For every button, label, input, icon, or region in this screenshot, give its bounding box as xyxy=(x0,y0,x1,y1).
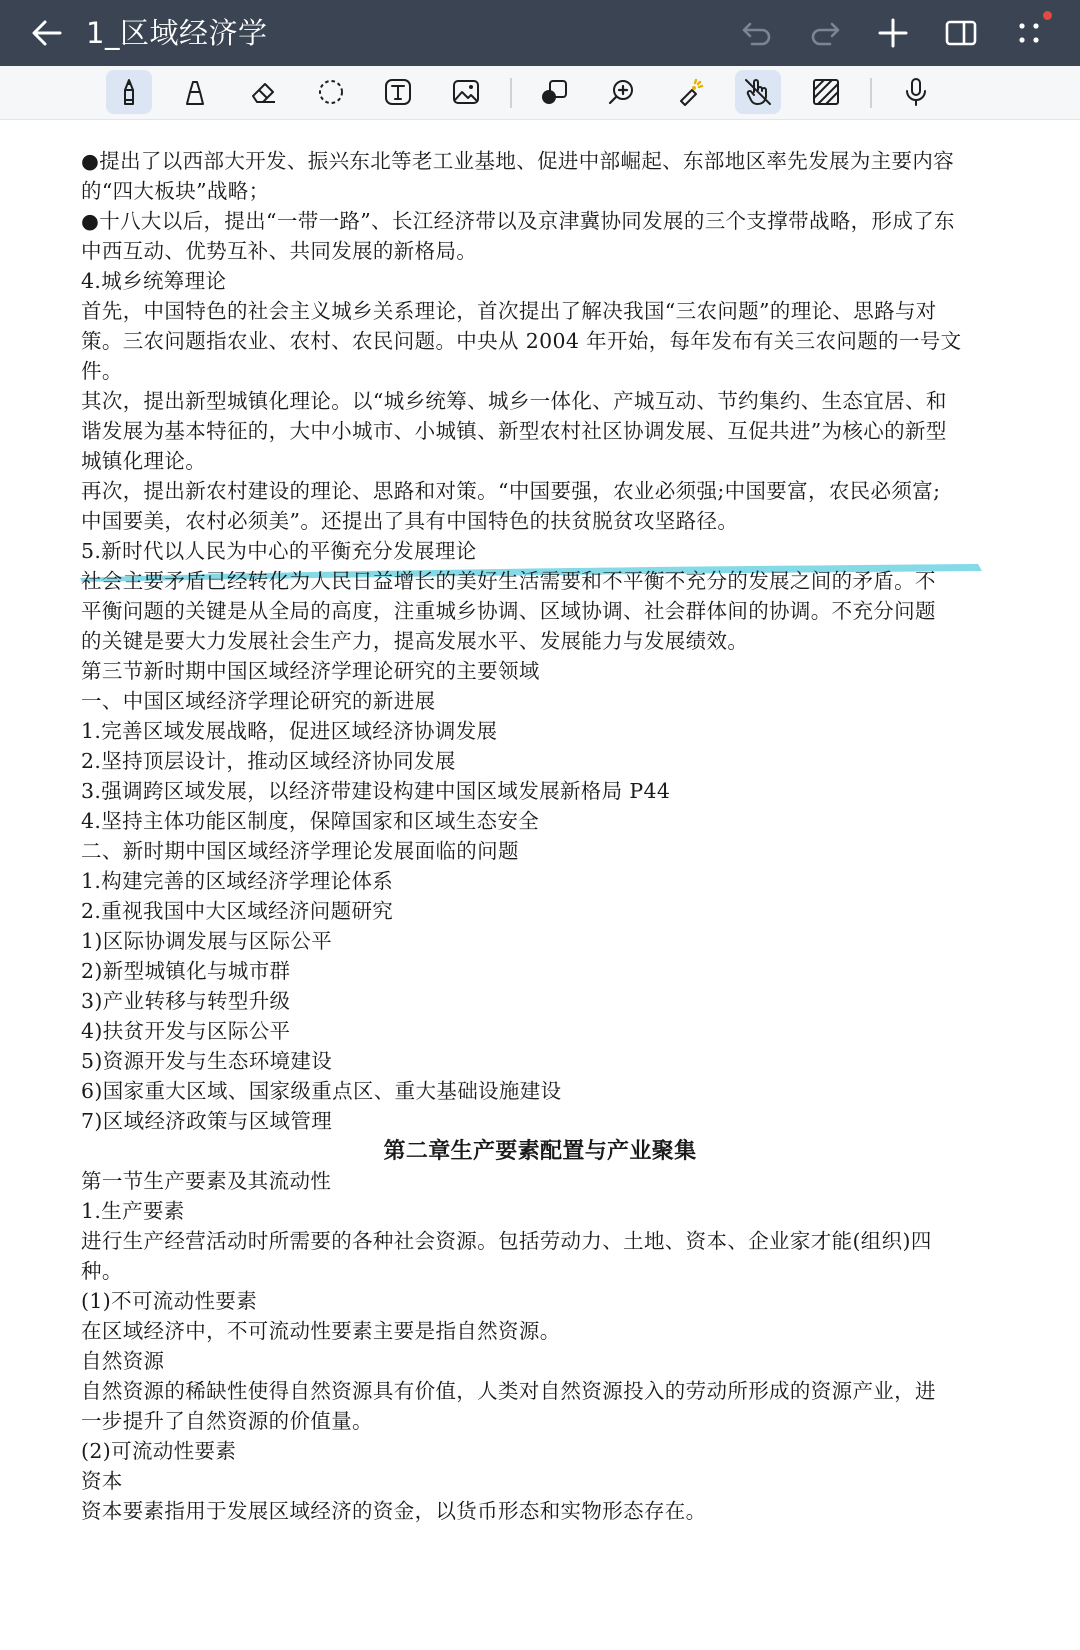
text-line: 的“四大板块”战略； xyxy=(81,179,270,203)
list-item: 6)国家重大区域、国家级重点区、重大基础设施建设 xyxy=(81,1079,562,1103)
pen-icon[interactable] xyxy=(106,70,152,114)
text-line: 件。 xyxy=(81,359,123,383)
notification-dot xyxy=(1043,11,1052,20)
shapes-icon[interactable] xyxy=(531,70,577,114)
list-item: 2.重视我国中大区域经济问题研究 xyxy=(81,899,394,923)
list-item: 4.坚持主体功能区制度，保障国家和区域生态安全 xyxy=(81,809,540,833)
section-heading: 一、中国区域经济学理论研究的新进展 xyxy=(81,689,436,713)
section-heading: 自然资源 xyxy=(81,1349,165,1373)
redo-icon[interactable] xyxy=(806,14,844,52)
list-item: 2.坚持顶层设计，推动区域经济协同发展 xyxy=(81,749,456,773)
list-item: 2)新型城镇化与城市群 xyxy=(81,959,291,983)
text-line: 城镇化理论。 xyxy=(81,449,207,473)
list-item: 1.构建完善的区域经济学理论体系 xyxy=(81,869,394,893)
section-heading: 资本 xyxy=(81,1469,123,1493)
section-heading: (1)不可流动性要素 xyxy=(81,1289,258,1313)
section-heading: 二、新时期中国区域经济学理论发展面临的问题 xyxy=(81,839,519,863)
chapter-title: 第二章生产要素配置与产业聚集 xyxy=(383,1138,697,1164)
microphone-icon[interactable] xyxy=(893,70,939,114)
text-line: 平衡问题的关键是从全局的高度，注重城乡协调、区域协调、社会群体间的协调。不充分问题 xyxy=(81,599,936,623)
laser-pointer-icon[interactable] xyxy=(667,70,713,114)
text-line: 自然资源的稀缺性使得自然资源具有价值，人类对自然资源投入的劳动所形成的资源产业，进 xyxy=(81,1379,936,1403)
split-view-icon[interactable] xyxy=(942,14,980,52)
text-line: 其次，提出新型城镇化理论。以“城乡统筹、城乡一体化、产城互动、节约集约、生态宜居、和 xyxy=(81,389,947,413)
section-heading: (2)可流动性要素 xyxy=(81,1439,237,1463)
pattern-fill-icon[interactable] xyxy=(803,70,849,114)
highlighted-text-line: 社会主要矛盾已经转化为人民日益增长的美好生活需要和不平衡不充分的发展之间的矛盾。不 xyxy=(81,569,936,593)
list-item: 3)产业转移与转型升级 xyxy=(81,989,291,1013)
undo-icon[interactable] xyxy=(738,14,776,52)
image-icon[interactable] xyxy=(443,70,489,114)
text-line: 中国要美，农村必须美”。还提出了具有中国特色的扶贫脱贫攻坚路径。 xyxy=(81,509,739,533)
section-heading: 第三节新时期中国区域经济学理论研究的主要领域 xyxy=(81,659,540,683)
text-line: 策。三农问题指农业、农村、农民问题。中央从 2004 年开始，每年发布有关三农问题的一号文 xyxy=(81,329,962,353)
drawing-toolbar xyxy=(0,66,1080,120)
text-line: 谐发展为基本特征的，大中小城市、小城镇、新型农村社区协调发展、互促共进”为核心的新型 xyxy=(81,419,947,443)
toolbar-separator xyxy=(870,78,872,108)
back-arrow-icon[interactable] xyxy=(30,17,64,49)
list-item: 7)区域经济政策与区域管理 xyxy=(81,1109,333,1133)
text-line: 首先，中国特色的社会主义城乡关系理论，首次提出了解决我国“三农问题”的理论、思路与对 xyxy=(81,299,937,323)
touch-draw-icon[interactable] xyxy=(735,70,781,114)
list-item: 3.强调跨区域发展，以经济带建设构建中国区域发展新格局 P44 xyxy=(81,779,671,803)
add-icon[interactable] xyxy=(874,14,912,52)
section-heading: 4.城乡统筹理论 xyxy=(81,269,227,293)
text-box-icon[interactable] xyxy=(375,70,421,114)
text-line: 再次，提出新农村建设的理论、思路和对策。“中国要强，农业必须强;中国要富，农民必须富; xyxy=(81,479,941,503)
text-line: 一步提升了自然资源的价值量。 xyxy=(81,1409,373,1433)
text-line: ●提出了以西部大开发、振兴东北等老工业基地、促进中部崛起、东部地区率先发展为主要内容 xyxy=(81,149,955,173)
lasso-icon[interactable] xyxy=(308,70,354,114)
text-line: 的关键是要大力发展社会生产力，提高发展水平、发展能力与发展绩效。 xyxy=(81,629,749,653)
eraser-icon[interactable] xyxy=(240,70,286,114)
section-heading: 5.新时代以人民为中心的平衡充分发展理论 xyxy=(81,539,477,563)
text-line: 种。 xyxy=(81,1259,123,1283)
highlighter-icon[interactable] xyxy=(172,70,218,114)
title-bar xyxy=(0,0,1080,66)
toolbar-separator xyxy=(510,78,512,108)
text-line: ●十八大以后，提出“一带一路”、长江经济带以及京津冀协同发展的三个支撑带战略，形成了东 xyxy=(81,209,955,233)
list-item: 1.完善区域发展战略，促进区域经济协调发展 xyxy=(81,719,498,743)
list-item: 4)扶贫开发与区际公平 xyxy=(81,1019,291,1043)
more-icon[interactable] xyxy=(1010,14,1048,52)
text-line: 中西互动、优势互补、共同发展的新格局。 xyxy=(81,239,478,263)
zoom-icon[interactable] xyxy=(599,70,645,114)
document-title: 1_区域经济学 xyxy=(86,16,268,50)
text-line: 进行生产经营活动时所需要的各种社会资源。包括劳动力、土地、资本、企业家才能(组织)四 xyxy=(81,1229,932,1253)
list-item: 1)区际协调发展与区际公平 xyxy=(81,929,333,953)
text-line: 资本要素指用于发展区域经济的资金，以货币形态和实物形态存在。 xyxy=(81,1499,707,1523)
text-line: 在区域经济中，不可流动性要素主要是指自然资源。 xyxy=(81,1319,561,1343)
section-heading: 1.生产要素 xyxy=(81,1199,185,1223)
list-item: 5)资源开发与生态环境建设 xyxy=(81,1049,333,1073)
section-heading: 第一节生产要素及其流动性 xyxy=(81,1169,332,1193)
